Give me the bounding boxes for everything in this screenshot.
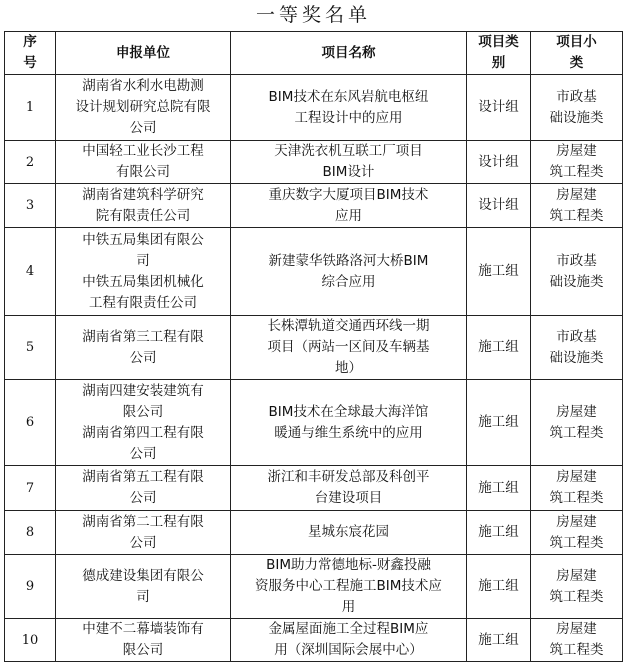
cell-line: 新建蒙华铁路洛河大桥BIM bbox=[268, 252, 429, 269]
cell-category bbox=[531, 75, 623, 141]
cell-line: 房屋建 bbox=[556, 469, 597, 485]
cell-line: 房屋建 bbox=[556, 513, 597, 530]
cell-line: BIM技术在全球最大海洋馆 bbox=[268, 403, 429, 420]
cell-line: 资服务中心工程施工BIM技术应 bbox=[255, 578, 442, 594]
cell-group: 设计组 bbox=[467, 141, 531, 184]
cell-unit bbox=[56, 511, 231, 555]
cell-line: 用（深圳国际会展中心） bbox=[274, 642, 423, 658]
cell-unit bbox=[56, 184, 231, 228]
cell-line: 市政基 bbox=[556, 328, 597, 345]
cell-line: 浙江和丰研发总部及科创平 bbox=[267, 469, 430, 485]
cell-number: 7 bbox=[5, 466, 56, 511]
cell-line: 星城东宸花园 bbox=[308, 524, 389, 540]
cell-unit bbox=[56, 466, 231, 511]
table-row bbox=[5, 466, 623, 511]
cell-line: 德成建设集团有限公 bbox=[82, 567, 204, 584]
cell-group: 施工组 bbox=[467, 316, 531, 380]
cell-line: 房屋建 bbox=[556, 143, 597, 159]
header-number bbox=[5, 32, 56, 75]
cell-line: 台建设项目 bbox=[314, 490, 383, 506]
cell-line: 暖通与维生系统中的应用 bbox=[274, 424, 423, 441]
cell-number: 5 bbox=[5, 316, 56, 380]
cell-group: 设计组 bbox=[467, 184, 531, 228]
cell-number: 9 bbox=[5, 555, 56, 619]
cell-unit bbox=[56, 380, 231, 466]
award-table bbox=[4, 31, 623, 662]
cell-group: 施工组 bbox=[467, 466, 531, 511]
cell-project bbox=[231, 75, 467, 141]
cell-line: 房屋建 bbox=[556, 621, 597, 637]
cell-line: 础设施类 bbox=[549, 349, 604, 366]
cell-line: BIM助力常德地标-财鑫投融 bbox=[266, 557, 431, 573]
cell-line: 房屋建 bbox=[556, 403, 597, 420]
cell-line: 长株潭轨道交通西环线一期 bbox=[267, 318, 430, 334]
cell-number: 2 bbox=[5, 141, 56, 184]
table-row bbox=[5, 141, 623, 184]
table-row bbox=[5, 380, 623, 466]
cell-project bbox=[231, 141, 467, 184]
header-unit bbox=[56, 32, 231, 75]
cell-line: 公司 bbox=[129, 445, 157, 462]
cell-line: 中铁五局集团机械化 bbox=[82, 273, 204, 290]
cell-category bbox=[531, 555, 623, 619]
cell-line: 院有限责任公司 bbox=[95, 207, 191, 224]
cell-line: 工程设计中的应用 bbox=[294, 109, 403, 126]
cell-project bbox=[231, 228, 467, 316]
cell-line: 湖南省第二工程有限 bbox=[82, 513, 204, 530]
header-group bbox=[467, 32, 531, 75]
header-text: 项目类 bbox=[478, 34, 519, 50]
header-text: 类 bbox=[569, 55, 584, 71]
cell-line: 湖南省第三工程有限 bbox=[82, 328, 204, 345]
table-row bbox=[5, 75, 623, 141]
cell-line: 筑工程类 bbox=[549, 490, 604, 506]
cell-line: 筑工程类 bbox=[549, 424, 604, 441]
cell-line: 中铁五局集团有限公 bbox=[82, 231, 204, 248]
cell-line: 筑工程类 bbox=[549, 642, 604, 658]
cell-number: 1 bbox=[5, 75, 56, 141]
cell-line: 限公司 bbox=[122, 403, 164, 420]
cell-category bbox=[531, 619, 623, 662]
page-title: 一等奖名单 bbox=[255, 4, 371, 26]
cell-unit bbox=[56, 555, 231, 619]
cell-line: 公司 bbox=[129, 120, 157, 136]
table-row bbox=[5, 511, 623, 555]
table-row bbox=[5, 228, 623, 316]
cell-number: 6 bbox=[5, 380, 56, 466]
table-row bbox=[5, 555, 623, 619]
cell-line: 应用 bbox=[335, 207, 362, 224]
cell-line: 湖南省建筑科学研究 bbox=[82, 186, 204, 203]
cell-category bbox=[531, 380, 623, 466]
cell-project bbox=[231, 316, 467, 380]
table-row bbox=[5, 619, 623, 662]
cell-line: 础设施类 bbox=[549, 109, 604, 126]
cell-project bbox=[231, 466, 467, 511]
cell-group: 施工组 bbox=[467, 380, 531, 466]
cell-category bbox=[531, 141, 623, 184]
cell-line: 市政基 bbox=[556, 88, 597, 105]
cell-group: 施工组 bbox=[467, 511, 531, 555]
cell-project bbox=[231, 555, 467, 619]
cell-line: 中国轻工业长沙工程 bbox=[82, 143, 204, 159]
cell-line: 房屋建 bbox=[556, 567, 597, 584]
cell-line: 限公司 bbox=[122, 642, 164, 658]
cell-category bbox=[531, 228, 623, 316]
cell-line: 湖南省水利水电勘测 bbox=[82, 78, 204, 94]
table-row bbox=[5, 316, 623, 380]
cell-line: BIM技术在东风岩航电枢纽 bbox=[268, 88, 429, 105]
cell-line: 筑工程类 bbox=[549, 164, 604, 180]
cell-group: 施工组 bbox=[467, 555, 531, 619]
header-text: 申报单位 bbox=[116, 44, 170, 61]
cell-group: 设计组 bbox=[467, 75, 531, 141]
header-project bbox=[231, 32, 467, 75]
cell-project bbox=[231, 619, 467, 662]
cell-line: 地） bbox=[335, 360, 362, 376]
cell-line: 有限公司 bbox=[116, 164, 170, 180]
cell-line: 天津洗衣机互联工厂项目 bbox=[274, 143, 423, 159]
cell-category bbox=[531, 511, 623, 555]
cell-line: 湖南省第四工程有限 bbox=[82, 424, 204, 441]
cell-line: 础设施类 bbox=[549, 273, 604, 290]
cell-group: 施工组 bbox=[467, 619, 531, 662]
cell-unit bbox=[56, 141, 231, 184]
cell-line: 房屋建 bbox=[556, 186, 597, 203]
cell-line: 综合应用 bbox=[321, 273, 376, 290]
cell-line: 筑工程类 bbox=[549, 534, 604, 551]
cell-number: 10 bbox=[5, 619, 56, 662]
cell-line: 湖南省第五工程有限 bbox=[82, 469, 204, 485]
cell-number: 3 bbox=[5, 184, 56, 228]
cell-line: 中建不二幕墙装饰有 bbox=[82, 621, 204, 637]
cell-line: 项目（两站一区间及车辆基 bbox=[267, 339, 430, 355]
cell-line: 市政基 bbox=[556, 252, 597, 269]
cell-line: 司 bbox=[136, 588, 150, 605]
header-text: 项目名称 bbox=[321, 44, 376, 61]
header-text: 号 bbox=[23, 55, 37, 71]
cell-line: 筑工程类 bbox=[549, 588, 604, 605]
header-category bbox=[531, 32, 623, 75]
cell-line: 重庆数字大厦项目BIM技术 bbox=[268, 186, 429, 203]
cell-unit bbox=[56, 619, 231, 662]
cell-unit bbox=[56, 316, 231, 380]
cell-project bbox=[231, 511, 467, 555]
cell-line: 金属屋面施工全过程BIM应 bbox=[268, 621, 429, 637]
header-text: 序 bbox=[23, 34, 37, 50]
cell-line: 工程有限责任公司 bbox=[89, 294, 197, 311]
table-header-row bbox=[5, 32, 623, 75]
cell-unit bbox=[56, 228, 231, 316]
cell-project bbox=[231, 380, 467, 466]
header-text: 项目小 bbox=[556, 34, 597, 50]
cell-line: 公司 bbox=[129, 534, 157, 551]
cell-number: 8 bbox=[5, 511, 56, 555]
cell-category bbox=[531, 316, 623, 380]
header-text: 别 bbox=[491, 55, 506, 71]
cell-category bbox=[531, 466, 623, 511]
cell-category bbox=[531, 184, 623, 228]
cell-line: 筑工程类 bbox=[549, 207, 604, 224]
cell-line: 用 bbox=[341, 599, 356, 615]
cell-number: 4 bbox=[5, 228, 56, 316]
cell-line: 公司 bbox=[129, 490, 157, 506]
table-row bbox=[5, 184, 623, 228]
cell-line: 司 bbox=[136, 252, 150, 269]
cell-unit bbox=[56, 75, 231, 141]
cell-project bbox=[231, 184, 467, 228]
cell-line: 湖南四建安装建筑有 bbox=[82, 382, 204, 399]
cell-group: 施工组 bbox=[467, 228, 531, 316]
cell-line: 设计规划研究总院有限 bbox=[75, 99, 211, 115]
cell-line: 公司 bbox=[129, 349, 157, 366]
cell-line: BIM设计 bbox=[322, 164, 375, 180]
